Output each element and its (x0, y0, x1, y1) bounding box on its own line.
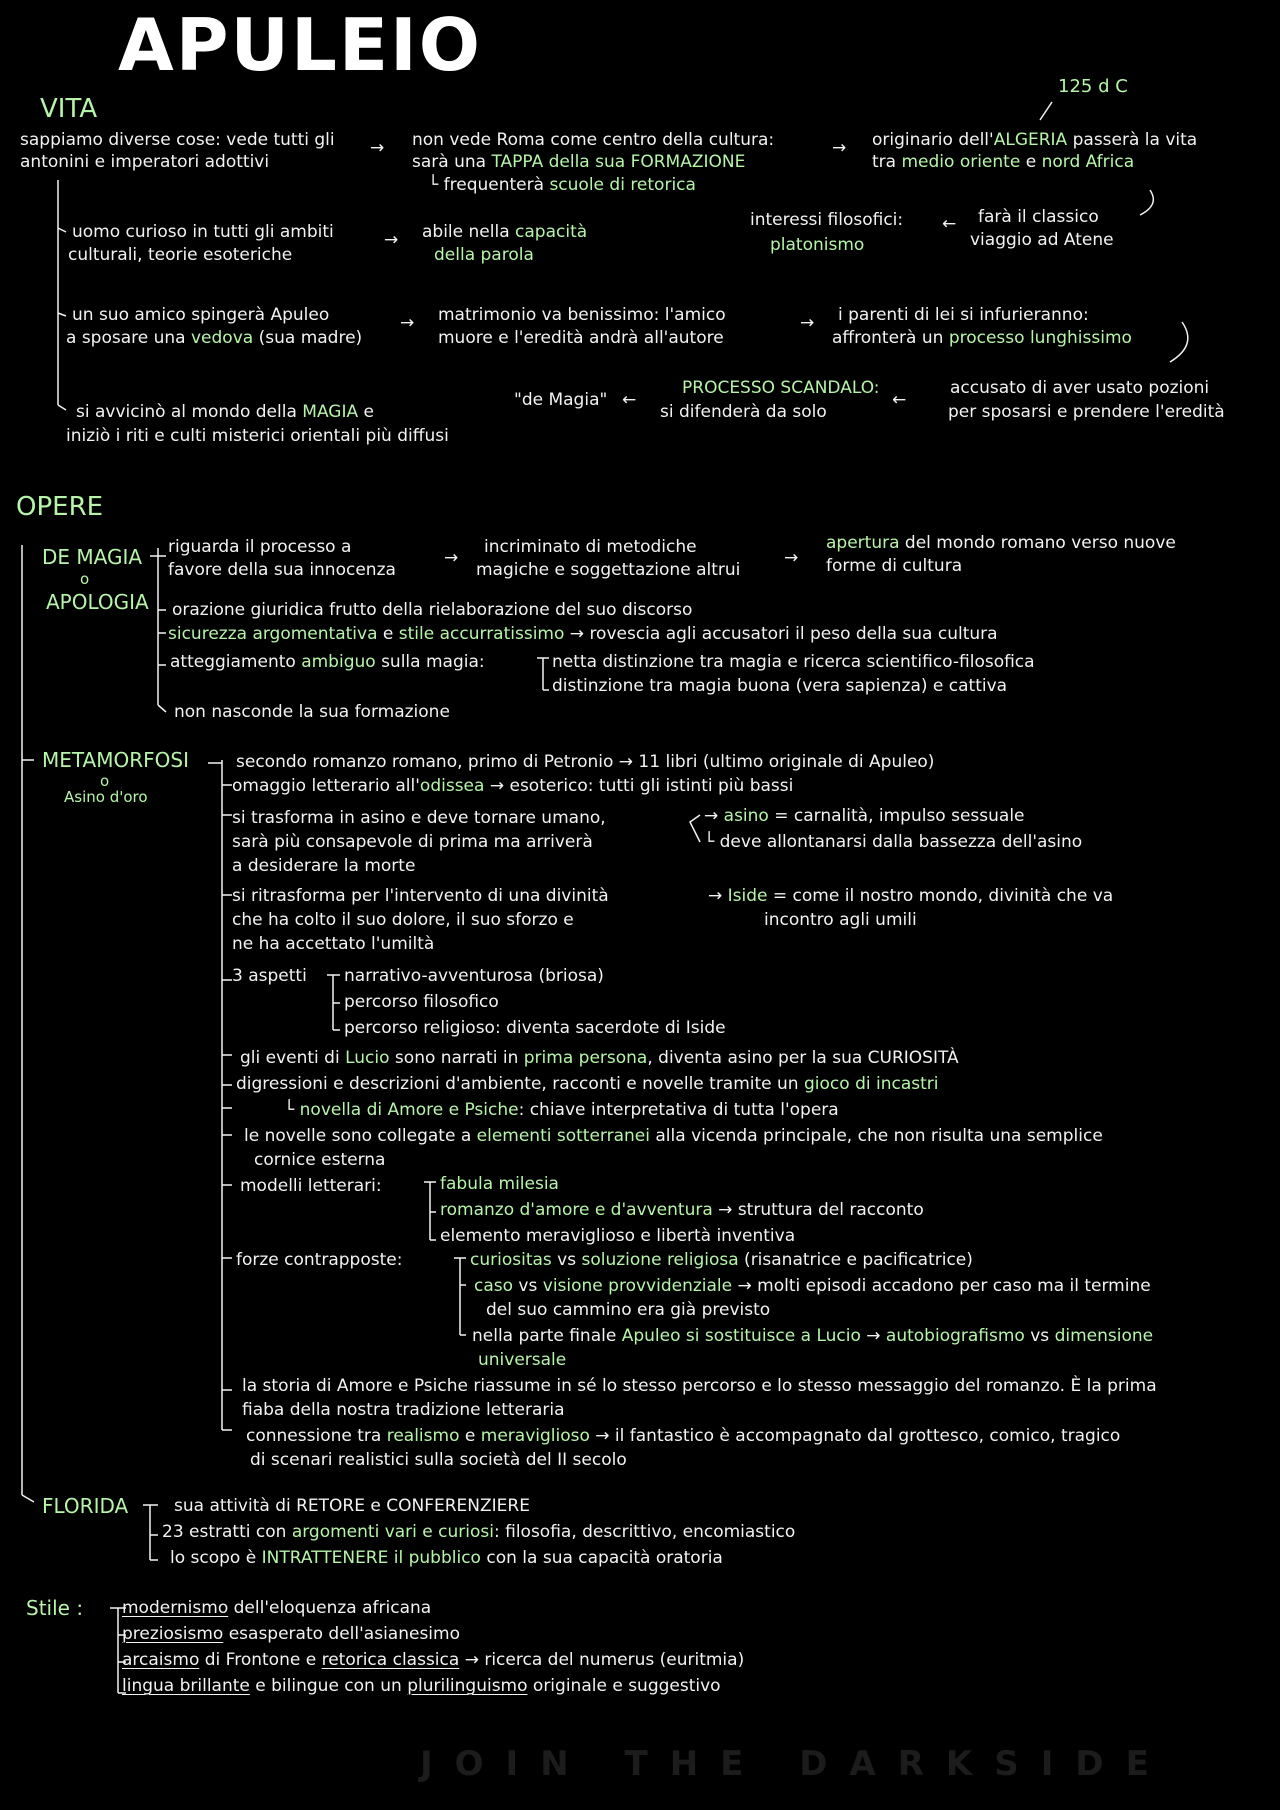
met-e1: gli eventi di Lucio sono narrati in prima persona, diventa asino per la sua CURIOSITÀ (240, 1048, 959, 1068)
met-f3: nella parte finale Apuleo si sostituisce a Lucio → autobiografismo vs dimensione (472, 1326, 1154, 1346)
stile-s2: preziosismo esasperato dell'asianesimo (122, 1624, 460, 1644)
met-c1: connessione tra realismo e meraviglioso → il fantastico è accompagnato dal grottesco, comico, tragico (246, 1426, 1121, 1446)
arrow: → (800, 313, 815, 333)
met-f1: curiositas vs soluzione religiosa (risanatrice e pacificatrice) (470, 1250, 973, 1270)
met-s2: fiaba della nostra tradizione letteraria (242, 1400, 565, 1420)
flo-l3: lo scopo è INTRATTENERE il pubblico con la sua capacità oratoria (170, 1548, 723, 1568)
met-forze: forze contrapposte: (236, 1250, 403, 1270)
vita-r3-b2: muore e l'eredità andrà all'autore (438, 328, 724, 348)
met-mod: modelli letterari: (240, 1176, 382, 1196)
vita-r2-a1: uomo curioso in tutti gli ambiti (72, 222, 334, 242)
florida-label: FLORIDA (42, 1494, 129, 1518)
vita-r1-b3: └ frequenterà scuole di retorica (428, 175, 696, 195)
dm-b2: sicurezza argomentativa e stile accurratissimo → rovescia agli accusatori il peso della sua cultura (168, 624, 998, 644)
dm-b4: non nasconde la sua formazione (174, 702, 450, 722)
section-heading-opere: OPERE (16, 492, 104, 522)
met-l4r2: incontro agli umili (764, 910, 917, 930)
footer-watermark: JOIN THE DARKSIDE (420, 1744, 1171, 1784)
met-c2: di scenari realistici sulla società del II secolo (250, 1450, 627, 1470)
processo-scandalo: PROCESSO SCANDALO: (682, 378, 880, 398)
met-l3r1: → asino = carnalità, impulso sessuale (704, 806, 1025, 826)
met-l3r2: └ deve allontanarsi dalla bassezza dell'asino (704, 832, 1083, 852)
vita-r1-b2: sarà una TAPPA della sua FORMAZIONE (412, 152, 746, 172)
met-e4b: cornice esterna (254, 1150, 386, 1170)
met-asp3: percorso religioso: diventa sacerdote di Iside (344, 1018, 726, 1038)
flo-l2: 23 estratti con argomenti vari e curiosi: filosofia, descrittivo, encomiastico (162, 1522, 796, 1542)
dm-b3: atteggiamento ambiguo sulla magia: (170, 652, 485, 672)
apologia-label: APOLOGIA (46, 590, 149, 614)
met-f2b: del suo cammino era già previsto (486, 1300, 771, 1320)
metamorfosi-o: o (100, 772, 110, 790)
vita-r1-c1: originario dell'ALGERIA passerà la vita (872, 130, 1198, 150)
dm-b3a: netta distinzione tra magia e ricerca scientifico-filosofica (552, 652, 1035, 672)
arrow: → (444, 548, 459, 568)
dm-n2: forme di cultura (826, 556, 963, 576)
de-magia-o: o (80, 570, 90, 588)
vita-r4-a2: iniziò i riti e culti misterici orientali più diffusi (66, 426, 449, 446)
stile-s1: modernismo dell'eloquenza africana (122, 1598, 432, 1618)
met-mod1: fabula milesia (440, 1174, 559, 1194)
met-l3a: si trasforma in asino e deve tornare umano, (232, 808, 606, 828)
de-magia-label: DE MAGIA (42, 545, 143, 569)
met-l3b: sarà più consapevole di prima ma arriverà (232, 832, 593, 852)
metamorfosi-label: METAMORFOSI (42, 748, 189, 772)
vita-r4-acc2: per sposarsi e prendere l'eredità (948, 402, 1225, 422)
met-e2: digressioni e descrizioni d'ambiente, racconti e novelle tramite un gioco di incastri (236, 1074, 939, 1094)
vita-r2-d2: viaggio ad Atene (970, 230, 1114, 250)
page-title: APULEIO (118, 3, 483, 87)
vita-r4-acc1: accusato di aver usato pozioni (950, 378, 1210, 398)
met-aspetti: 3 aspetti (232, 966, 307, 986)
met-f3b: universale (478, 1350, 567, 1370)
vita-r1-b1: non vede Roma come centro della cultura: (412, 130, 775, 150)
arrow-left: ← (622, 390, 637, 410)
met-l4b: che ha colto il suo dolore, il suo sforzo e (232, 910, 574, 930)
arrow: → (400, 313, 415, 333)
dm-b1: orazione giuridica frutto della rielaborazione del suo discorso (172, 600, 693, 620)
vita-r2-d1: farà il classico (978, 207, 1099, 227)
met-l4c: ne ha accettato l'umiltà (232, 934, 435, 954)
dm-n1: apertura del mondo romano verso nuove (826, 533, 1176, 553)
met-l3c: a desiderare la morte (232, 856, 416, 876)
met-asp1: narrativo-avventurosa (briosa) (344, 966, 604, 986)
stile-s4: lingua brillante e bilingue con un plurilinguismo originale e suggestivo (122, 1676, 721, 1696)
vita-r3-a1: un suo amico spingerà Apuleo (72, 305, 330, 325)
met-e4: le novelle sono collegate a elementi sotterranei alla vicenda principale, che non risulta una semplice (244, 1126, 1103, 1146)
arrow-left: ← (892, 390, 907, 410)
arrow: → (370, 138, 385, 158)
vita-r2-b2: della parola (434, 245, 534, 265)
arrow: → (784, 548, 799, 568)
vita-r3-c2: affronterà un processo lunghissimo (832, 328, 1132, 348)
vita-r4-proc2: si difenderà da solo (660, 402, 827, 422)
vita-r1-c2: tra medio oriente e nord Africa (872, 152, 1135, 172)
de-magia-quote: "de Magia" (514, 390, 608, 410)
vita-r3-b1: matrimonio va benissimo: l'amico (438, 305, 726, 325)
met-mod2: romanzo d'amore e d'avventura → struttura del racconto (440, 1200, 924, 1220)
dm-m2: magiche e soggettazione altrui (476, 560, 741, 580)
arrow: → (832, 138, 847, 158)
date-label: 125 d C (1058, 76, 1128, 97)
stile-label: Stile : (26, 1596, 84, 1620)
dm-l1: riguarda il processo a (168, 537, 352, 557)
met-f2: caso vs visione provvidenziale → molti episodi accadono per caso ma il termine (474, 1276, 1151, 1296)
vita-r3-c1: i parenti di lei si infurieranno: (838, 305, 1089, 325)
arrow: → (384, 230, 399, 250)
dm-m1: incriminato di metodiche (484, 537, 697, 557)
section-heading-vita: VITA (40, 94, 98, 124)
vita-r4-a1: si avvicinò al mondo della MAGIA e (76, 402, 374, 422)
asino-doro-label: Asino d'oro (64, 788, 148, 806)
met-l4a: si ritrasforma per l'intervento di una divinità (232, 886, 609, 906)
met-l1: secondo romanzo romano, primo di Petronio → 11 libri (ultimo originale di Apuleo) (236, 752, 935, 772)
arrow-left: ← (942, 214, 957, 234)
vita-r2-c1: interessi filosofici: (750, 210, 904, 230)
met-l4r: → Iside = come il nostro mondo, divinità che va (708, 886, 1114, 906)
flo-l1: sua attività di RETORE e CONFERENZIERE (174, 1496, 530, 1516)
vita-r1-a1: sappiamo diverse cose: vede tutti gli (20, 130, 335, 150)
vita-r2-a2: culturali, teorie esoteriche (68, 245, 293, 265)
vita-r1-a2: antonini e imperatori adottivi (20, 152, 270, 172)
met-l2: omaggio letterario all'odissea → esoterico: tutti gli istinti più bassi (232, 776, 794, 796)
stile-s3: arcaismo di Frontone e retorica classica → ricerca del numerus (euritmia) (122, 1650, 745, 1670)
vita-r2-c2: platonismo (770, 235, 865, 255)
met-e3: └ novella di Amore e Psiche: chiave interpretativa di tutta l'opera (284, 1100, 839, 1120)
met-s1: la storia di Amore e Psiche riassume in sé lo stesso percorso e lo stesso messaggio del romanzo. È la prima (242, 1376, 1157, 1396)
met-mod3: elemento meraviglioso e libertà inventiva (440, 1226, 796, 1246)
dm-b3b: distinzione tra magia buona (vera sapienza) e cattiva (552, 676, 1008, 696)
met-asp2: percorso filosofico (344, 992, 499, 1012)
dm-l2: favore della sua innocenza (168, 560, 396, 580)
vita-r2-b1: abile nella capacità (422, 222, 588, 242)
vita-r3-a2: a sposare una vedova (sua madre) (66, 328, 363, 348)
